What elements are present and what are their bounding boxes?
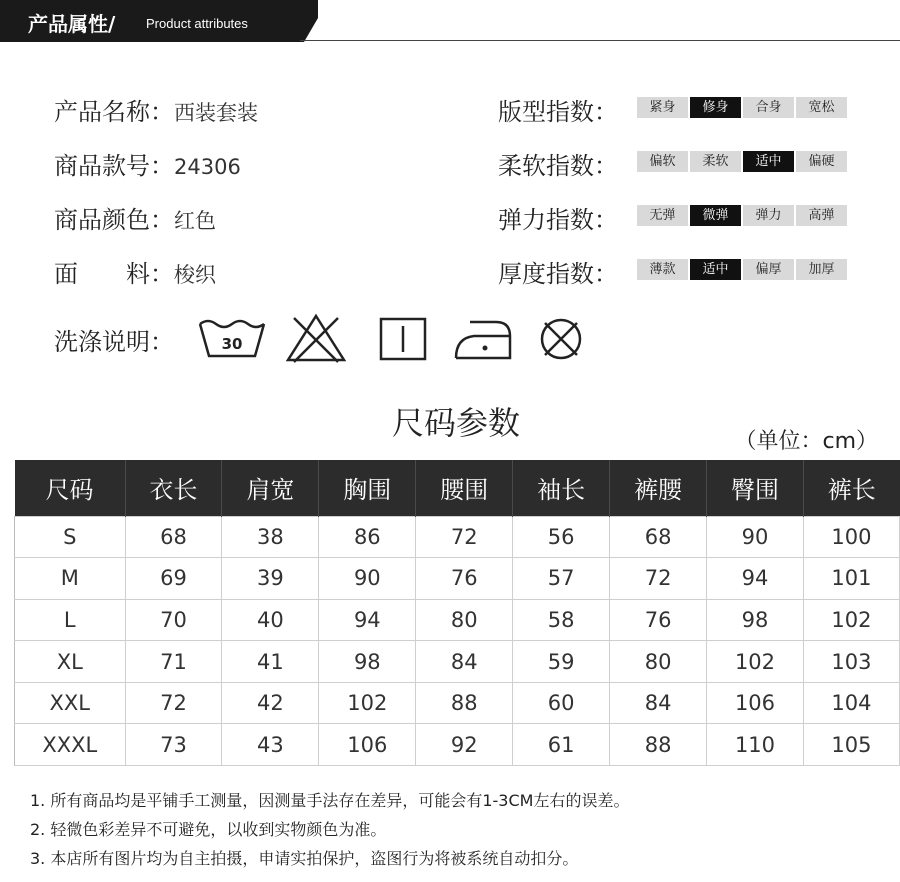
softness-index-label: 柔软指数：: [498, 152, 618, 180]
index-option: 偏硬: [796, 151, 847, 172]
table-cell: 42: [222, 682, 319, 724]
table-cell: 68: [125, 516, 222, 558]
table-cell: 56: [513, 516, 610, 558]
table-cell: 90: [707, 516, 804, 558]
size-unit: （单位：cm）: [734, 429, 878, 454]
iron-low-icon: [452, 316, 514, 362]
note-item: 3. 本店所有图片均为自主拍摄，申请实拍保护，盗图行为将被系统自动扣分。: [30, 849, 579, 868]
table-cell: M: [15, 558, 126, 600]
table-row: [15, 558, 900, 600]
table-cell: 80: [610, 641, 707, 683]
attribute-label: 面 料：: [54, 260, 174, 288]
table-cell: 98: [319, 641, 416, 683]
index-option: 弹力: [743, 205, 794, 226]
hang-dry-icon: [378, 316, 428, 362]
table-cell: 106: [707, 682, 804, 724]
table-row: [15, 682, 900, 724]
index-option: 高弹: [796, 205, 847, 226]
table-cell: 38: [222, 516, 319, 558]
table-row: [15, 599, 900, 641]
table-cell: 102: [707, 641, 804, 683]
table-cell: 94: [707, 558, 804, 600]
column-header: 裤长: [803, 460, 899, 516]
column-header: 腰围: [416, 460, 513, 516]
index-option-selected: 修身: [690, 97, 741, 118]
table-cell: 68: [610, 516, 707, 558]
attribute-value: 红色: [174, 209, 216, 233]
table-row: [15, 641, 900, 683]
table-cell: 76: [416, 558, 513, 600]
attribute-label: 产品名称：: [54, 98, 174, 126]
attribute-label: 商品颜色：: [54, 206, 174, 234]
table-cell: 106: [319, 724, 416, 766]
table-cell: 98: [707, 599, 804, 641]
elasticity-index-options: [637, 205, 847, 226]
no-dry-clean-icon: [538, 316, 584, 362]
table-cell: 92: [416, 724, 513, 766]
header-title-en: Product attributes: [146, 16, 248, 31]
table-cell: 94: [319, 599, 416, 641]
table-cell: 103: [803, 641, 899, 683]
size-table: [14, 460, 900, 766]
column-header: 裤腰: [610, 460, 707, 516]
attribute-value: 梭织: [174, 263, 216, 287]
table-cell: 71: [125, 641, 222, 683]
table-cell: 76: [610, 599, 707, 641]
table-cell: XXL: [15, 682, 126, 724]
index-option: 加厚: [796, 259, 847, 280]
table-cell: 110: [707, 724, 804, 766]
table-cell: 61: [513, 724, 610, 766]
index-option: 薄款: [637, 259, 688, 280]
elasticity-index-label: 弹力指数：: [498, 206, 618, 234]
table-cell: 40: [222, 599, 319, 641]
notes: [30, 786, 629, 873]
wash-temp-text: 30: [221, 335, 243, 353]
table-cell: 88: [610, 724, 707, 766]
table-cell: L: [15, 599, 126, 641]
table-cell: 41: [222, 641, 319, 683]
index-option-selected: 适中: [743, 151, 794, 172]
table-cell: 101: [803, 558, 899, 600]
washing-label: 洗涤说明：: [54, 328, 174, 356]
attribute-name: [54, 92, 258, 127]
column-header: 臀围: [707, 460, 804, 516]
table-cell: 80: [416, 599, 513, 641]
attribute-value: 24306: [174, 155, 241, 179]
header-title-cn: 产品属性/: [28, 12, 116, 36]
table-cell: 102: [319, 682, 416, 724]
table-cell: 86: [319, 516, 416, 558]
note-item: 1. 所有商品均是平铺手工测量，因测量手法存在差异，可能会有1-3CM左右的误差。: [30, 791, 630, 810]
table-cell: 58: [513, 599, 610, 641]
index-option: 宽松: [796, 97, 847, 118]
thickness-index-options: [637, 259, 847, 280]
table-cell: 104: [803, 682, 899, 724]
column-header: 尺码: [15, 460, 126, 516]
table-cell: 72: [416, 516, 513, 558]
size-table-header-row: [15, 460, 900, 516]
column-header: 袖长: [513, 460, 610, 516]
table-cell: 73: [125, 724, 222, 766]
index-option: 柔软: [690, 151, 741, 172]
table-cell: 84: [610, 682, 707, 724]
table-row: [15, 724, 900, 766]
attribute-value: 西装套装: [174, 101, 258, 125]
table-cell: 100: [803, 516, 899, 558]
table-cell: XXXL: [15, 724, 126, 766]
fit-index-label: 版型指数：: [498, 98, 618, 126]
table-row: [15, 516, 900, 558]
table-cell: 39: [222, 558, 319, 600]
index-option: 偏软: [637, 151, 688, 172]
table-cell: 72: [610, 558, 707, 600]
table-cell: XL: [15, 641, 126, 683]
note-item: 2. 轻微色彩差异不可避免，以收到实物颜色为准。: [30, 820, 387, 839]
attribute-label: 商品款号：: [54, 152, 174, 180]
section-header: [0, 0, 900, 42]
column-header: 衣长: [125, 460, 222, 516]
table-cell: 59: [513, 641, 610, 683]
size-table-title: 尺码参数: [391, 404, 520, 442]
index-option: 偏厚: [743, 259, 794, 280]
header-divider: [300, 40, 900, 41]
table-cell: 105: [803, 724, 899, 766]
table-cell: 57: [513, 558, 610, 600]
table-cell: 88: [416, 682, 513, 724]
index-option: 合身: [743, 97, 794, 118]
index-option: 无弹: [637, 205, 688, 226]
index-option-selected: 微弹: [690, 205, 741, 226]
table-cell: 43: [222, 724, 319, 766]
table-cell: 102: [803, 599, 899, 641]
table-cell: 69: [125, 558, 222, 600]
column-header: 胸围: [319, 460, 416, 516]
softness-index-options: [637, 151, 847, 172]
thickness-index-label: 厚度指数：: [498, 260, 618, 288]
table-cell: 90: [319, 558, 416, 600]
table-cell: 84: [416, 641, 513, 683]
fit-index-options: [637, 97, 847, 118]
column-header: 肩宽: [222, 460, 319, 516]
table-cell: S: [15, 516, 126, 558]
table-cell: 60: [513, 682, 610, 724]
attribute-fabric: [54, 254, 216, 289]
index-option: 紧身: [637, 97, 688, 118]
table-cell: 70: [125, 599, 222, 641]
no-bleach-icon: [284, 312, 348, 364]
table-cell: 72: [125, 682, 222, 724]
wash-30-icon: [196, 316, 268, 362]
index-option-selected: 适中: [690, 259, 741, 280]
attribute-color: [54, 200, 216, 235]
attribute-style-no: [54, 146, 241, 181]
